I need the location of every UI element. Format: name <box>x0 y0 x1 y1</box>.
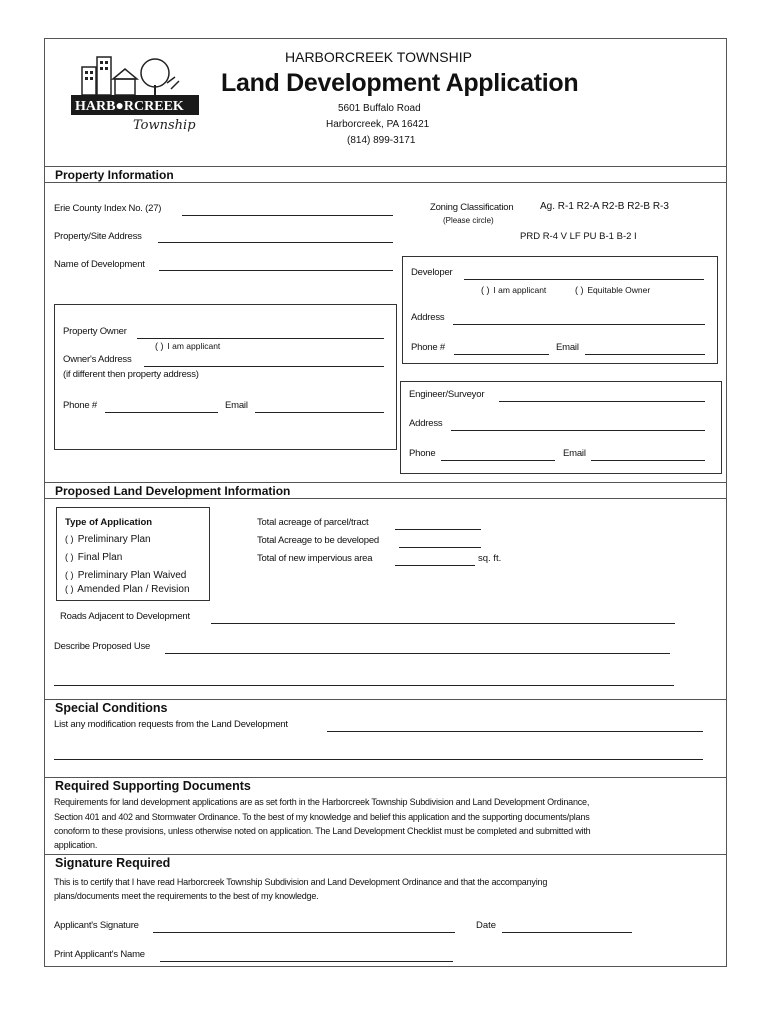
roads-label: Roads Adjacent to Development <box>60 611 190 622</box>
owner-label: Property Owner <box>63 326 127 337</box>
township-name: HARBORCREEK TOWNSHIP <box>285 49 472 65</box>
owner-box <box>54 304 397 450</box>
engineer-phone-field[interactable] <box>441 460 555 461</box>
dev-opt2-label: Equitable Owner <box>587 285 651 295</box>
developer-address-label: Address <box>411 312 445 323</box>
date-label: Date <box>476 920 497 931</box>
checkbox-icon[interactable]: ( ) <box>481 285 490 295</box>
type-option-final[interactable] <box>65 552 122 563</box>
sqft-unit: sq. ft. <box>478 553 502 564</box>
applicant-signature-field[interactable] <box>153 932 455 933</box>
proposed-use-field-2[interactable] <box>54 685 674 686</box>
checkbox-icon[interactable]: ( ) <box>65 534 74 544</box>
logo-wordmark: HARB●RCREEK <box>75 99 184 114</box>
owner-email-field[interactable] <box>255 412 384 413</box>
address-line2: Harborcreek, PA 16421 <box>326 119 430 130</box>
owner-phone-label: Phone # <box>63 400 97 411</box>
zoning-options-row2[interactable]: PRD R-4 V LF PU B-1 B-2 I <box>520 231 637 242</box>
logo-graphic <box>67 49 202 134</box>
developed-field[interactable] <box>399 547 481 548</box>
owner-address-note: (if different then property address) <box>63 369 199 380</box>
proposed-use-field[interactable] <box>165 653 670 654</box>
development-name-label: Name of Development <box>54 259 145 270</box>
engineer-phone-label: Phone <box>409 448 436 459</box>
engineer-email-label: Email <box>563 448 586 459</box>
type-label: Amended Plan / Revision <box>77 584 190 595</box>
zoning-options-row1[interactable]: Ag. R-1 R2-A R2-B R2-B R-3 <box>540 201 669 212</box>
developer-email-label: Email <box>556 342 579 353</box>
checkbox-icon[interactable]: ( ) <box>65 570 74 580</box>
developer-phone-label: Phone # <box>411 342 445 353</box>
development-name-field[interactable] <box>159 270 393 271</box>
date-field[interactable] <box>502 932 632 933</box>
proposed-use-label: Describe Proposed Use <box>54 641 151 652</box>
address-line1: 5601 Buffalo Road <box>338 103 421 114</box>
type-option-waived[interactable] <box>65 570 186 581</box>
docs-text-1: Requirements for land development applications are as set forth in the Harborcreek Township Subdivision and Land Development Ordinance, <box>54 797 590 807</box>
form-title: Land Development Application <box>221 69 579 97</box>
engineer-address-label: Address <box>409 418 443 429</box>
logo-script: Township <box>133 118 196 133</box>
docs-text-2: Section 401 and 402 and Stormwater Ordinance. To the best of my knowledge and belief this application and the supporting documents/plans <box>54 812 590 822</box>
developer-phone-field[interactable] <box>454 354 549 355</box>
type-option-amended[interactable] <box>65 584 190 595</box>
application-type-box <box>56 507 210 601</box>
township-logo <box>67 49 202 134</box>
engineer-email-field[interactable] <box>591 460 705 461</box>
owner-email-label: Email <box>225 400 248 411</box>
engineer-address-field[interactable] <box>451 430 705 431</box>
section-heading-docs: Required Supporting Documents <box>45 777 726 794</box>
signature-text-2: plans/documents meet the requirements to the best of my knowledge. <box>54 891 319 901</box>
developed-label: Total Acreage to be developed <box>257 535 380 546</box>
print-name-field[interactable] <box>160 961 453 962</box>
type-option-preliminary[interactable] <box>65 534 151 545</box>
roads-field[interactable] <box>211 623 675 624</box>
checkbox-icon[interactable]: ( ) <box>155 341 164 351</box>
index-field[interactable] <box>182 215 393 216</box>
engineer-field[interactable] <box>499 401 705 402</box>
owner-phone-field[interactable] <box>105 412 218 413</box>
phone-number: (814) 899-3171 <box>347 135 416 146</box>
developer-box <box>402 256 718 364</box>
developer-address-field[interactable] <box>453 324 705 325</box>
site-address-field[interactable] <box>158 242 393 243</box>
checkbox-icon[interactable]: ( ) <box>575 285 584 295</box>
owner-address-label: Owner's Address <box>63 354 132 365</box>
developer-equitable-option[interactable] <box>575 285 650 295</box>
owner-address-field[interactable] <box>144 366 384 367</box>
docs-text-3: conoform to these provisions, unless otherwise noted on application. The Land Development Checklist must be completed and submitted with <box>54 826 591 836</box>
site-address-label: Property/Site Address <box>54 231 142 242</box>
acreage-label: Total acreage of parcel/tract <box>257 517 369 528</box>
zoning-note: (Please circle) <box>443 216 494 225</box>
type-heading: Type of Application <box>65 517 153 528</box>
developer-field[interactable] <box>464 279 704 280</box>
type-label: Preliminary Plan Waived <box>77 570 187 581</box>
type-label: Preliminary Plan <box>77 534 151 545</box>
impervious-field[interactable] <box>395 565 475 566</box>
type-label: Final Plan <box>77 552 123 563</box>
owner-opt-label: I am applicant <box>167 341 221 351</box>
applicant-signature-label: Applicant's Signature <box>54 920 139 931</box>
index-label: Erie County Index No. (27) <box>54 203 162 214</box>
application-form <box>44 38 727 967</box>
docs-text-4: application. <box>54 840 98 850</box>
owner-field[interactable] <box>137 338 384 339</box>
print-name-label: Print Applicant's Name <box>54 949 145 960</box>
checkbox-icon[interactable]: ( ) <box>65 552 74 562</box>
section-heading-special: Special Conditions <box>45 699 726 716</box>
special-text: List any modification requests from the Land Development <box>54 719 288 730</box>
signature-text-1: This is to certify that I have read Harborcreek Township Subdivision and Land Development Ordinance and that the accompanying <box>54 877 548 887</box>
zoning-label: Zoning Classification <box>430 202 514 213</box>
engineer-label: Engineer/Surveyor <box>409 389 485 400</box>
section-heading-proposed: Proposed Land Development Information <box>45 482 726 499</box>
developer-applicant-option[interactable] <box>481 285 546 295</box>
section-heading-signature: Signature Required <box>45 854 726 871</box>
section-heading-property: Property Information <box>45 166 726 183</box>
acreage-field[interactable] <box>395 529 481 530</box>
developer-email-field[interactable] <box>585 354 705 355</box>
special-field-2[interactable] <box>54 759 703 760</box>
checkbox-icon[interactable]: ( ) <box>65 584 74 594</box>
dev-opt1-label: I am applicant <box>493 285 547 295</box>
impervious-label: Total of new impervious area <box>257 553 373 564</box>
owner-applicant-option[interactable] <box>155 341 220 351</box>
special-field[interactable] <box>327 731 703 732</box>
developer-label: Developer <box>411 267 453 278</box>
engineer-box <box>400 381 722 474</box>
